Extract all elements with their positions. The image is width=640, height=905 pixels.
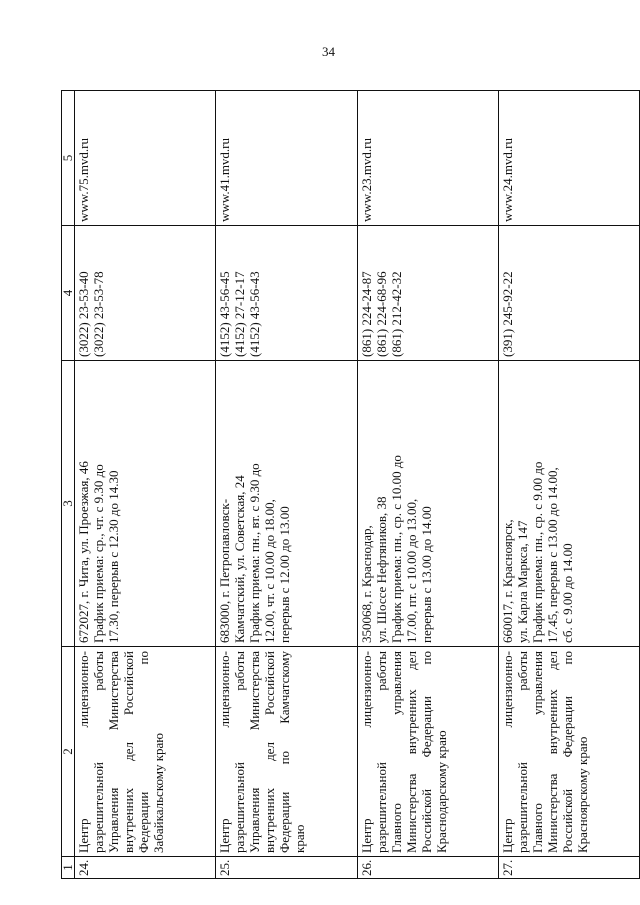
phone-numbers-line: (861) 224-68-96 — [373, 271, 389, 357]
organization-name-line: Управления Министерства — [106, 651, 121, 853]
address-schedule — [75, 361, 216, 647]
address-schedule-line: сб. с 9.00 до 14.00 — [559, 543, 575, 643]
organization-name-line: Центр лицензионно- — [76, 651, 91, 853]
address-schedule-line: перерыв с 12.00 до 13.00 — [277, 506, 293, 643]
organization-name — [357, 647, 498, 857]
organization-name-line: краю — [292, 824, 308, 853]
organization-name — [75, 647, 216, 857]
address-schedule-line: 17.45, перерыв с 13.00 до 14.00, — [544, 467, 560, 643]
column-header: 2 — [62, 647, 75, 857]
address-schedule-line: перерыв с 13.00 до 14.00 — [418, 506, 434, 643]
phone-numbers — [75, 226, 216, 361]
organization-name-line: Центр лицензионно- — [217, 651, 233, 853]
address-schedule-line: График приема: пн., вт. с 9.30 до — [247, 463, 263, 643]
row-number: 24. — [75, 857, 216, 879]
organization-name — [216, 647, 357, 857]
table-row — [498, 91, 639, 879]
page-number: 34 — [322, 44, 335, 59]
phone-numbers-line: (4152) 27-12-17 — [232, 271, 248, 357]
address-schedule-line: График приема: пн., ср. с 10.00 до — [388, 455, 404, 643]
column-header: 4 — [62, 226, 75, 361]
phone-numbers — [357, 226, 498, 361]
table-row — [357, 91, 498, 879]
row-number: 25. — [216, 857, 357, 879]
organization-name — [498, 647, 639, 857]
organization-name-line: Федерации по Камчатскому — [277, 651, 293, 853]
column-header: 5 — [62, 91, 75, 226]
phone-numbers-line: (4152) 43-56-43 — [247, 271, 263, 357]
phone-numbers — [498, 226, 639, 361]
row-number: 26. — [357, 857, 498, 879]
address-schedule-line: 660017, г. Красноярск, — [499, 519, 515, 643]
address-schedule-line: 17.30, перерыв с 12.30 до 14.30 — [106, 470, 121, 643]
address-schedule-line: График приема: ср., чт. с 9.30 до — [91, 464, 106, 643]
address-schedule-line: График приема: пн., ср. с 9.00 до — [529, 461, 545, 643]
contacts-table — [61, 90, 640, 879]
rotated-table-wrapper — [61, 91, 640, 879]
column-header: 1 — [62, 857, 75, 879]
address-schedule-line: 683000, г. Петропавловск- — [217, 498, 233, 643]
organization-name-line: Федерации по — [136, 651, 151, 853]
phone-numbers-line: (4152) 43-56-45 — [217, 271, 233, 357]
column-header: 3 — [62, 361, 75, 647]
website-link[interactable]: www.41.mvd.ru — [216, 91, 357, 226]
address-schedule — [498, 361, 639, 647]
address-schedule-line: 672027, г. Чита, ул. Проезжая, 46 — [76, 461, 91, 643]
address-schedule-line: Камчатский, ул. Советская, 24 — [232, 475, 248, 643]
phone-numbers-line: (391) 245-92-22 — [499, 271, 515, 357]
organization-name-line: внутренних дел Российской — [121, 651, 136, 853]
phone-numbers-line: (861) 212-42-32 — [388, 271, 404, 357]
organization-name-line: Российской Федерации по — [559, 651, 575, 853]
organization-name-line: внутренних дел Российской — [262, 651, 278, 853]
organization-name-line: Главного управления — [388, 651, 404, 853]
website-link[interactable]: www.24.mvd.ru — [498, 91, 639, 226]
organization-name-line: Российской Федерации по — [418, 651, 434, 853]
organization-name-line: Краснодарскому краю — [433, 730, 449, 853]
phone-numbers-line: (861) 224-24-87 — [358, 271, 374, 357]
address-schedule-line: ул. Карла Маркса, 147 — [514, 520, 530, 643]
address-schedule-line: ул. Шоссе Нефтяников, 38 — [373, 496, 389, 643]
row-number: 27. — [498, 857, 639, 879]
organization-name-line: Министерства внутренних дел — [544, 651, 560, 853]
address-schedule-line: 350068, г. Краснодар, — [358, 525, 374, 643]
organization-name-line: Министерства внутренних дел — [403, 651, 419, 853]
address-schedule-line: 17.00, пт. с 10.00 до 13.00, — [403, 498, 419, 643]
phone-numbers-line: (3022) 23-53-78 — [91, 271, 106, 357]
organization-name-line: Центр лицензионно- — [358, 651, 374, 853]
organization-name-line: Главного управления — [529, 651, 545, 853]
organization-name-line: Управления Министерства — [247, 651, 263, 853]
address-schedule — [216, 361, 357, 647]
website-link[interactable]: www.23.mvd.ru — [357, 91, 498, 226]
address-schedule — [357, 361, 498, 647]
phone-numbers-line: (3022) 23-53-40 — [76, 271, 91, 357]
table-row — [75, 91, 216, 879]
address-schedule-line: 12.00, чт. с 10.00 до 18.00, — [262, 499, 278, 643]
organization-name-line: разрешительной работы — [91, 651, 106, 853]
organization-name-line: Красноярскому краю — [574, 736, 590, 853]
phone-numbers — [216, 226, 357, 361]
table-row — [216, 91, 357, 879]
organization-name-line: Забайкальскому краю — [151, 733, 166, 853]
organization-name-line: разрешительной работы — [373, 651, 389, 853]
header-row — [62, 91, 75, 879]
website-link[interactable]: www.75.mvd.ru — [75, 91, 216, 226]
organization-name-line: разрешительной работы — [514, 651, 530, 853]
organization-name-line: Центр лицензионно- — [499, 651, 515, 853]
organization-name-line: разрешительной работы — [232, 651, 248, 853]
